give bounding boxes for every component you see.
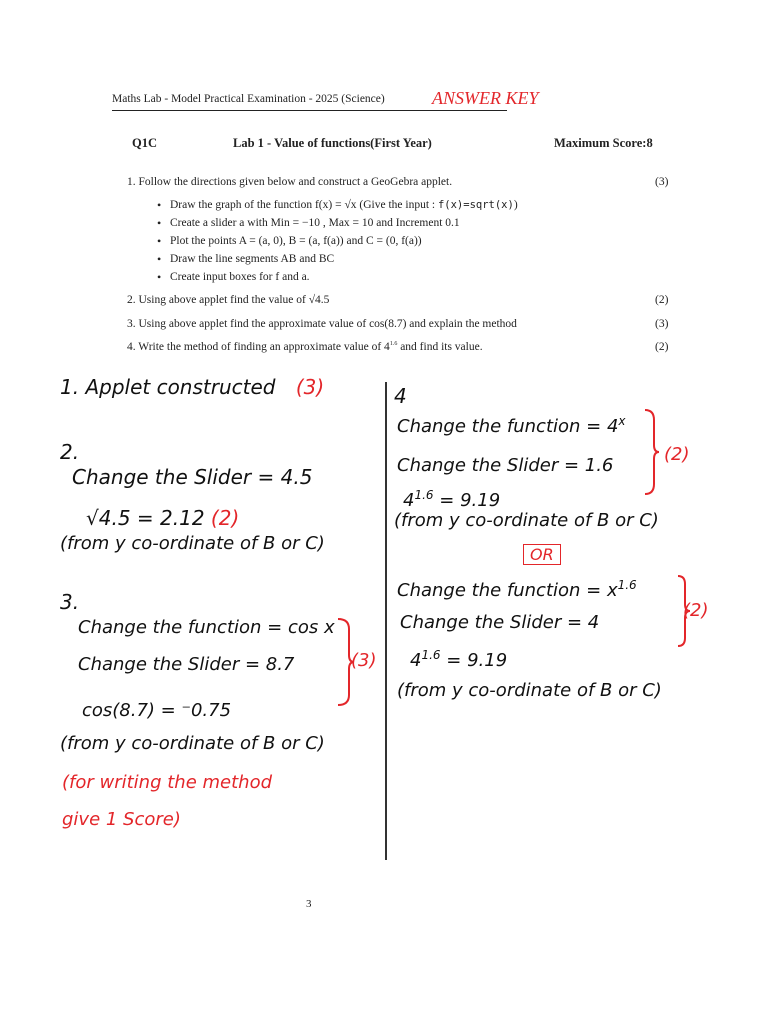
answer-3-line-1: Change the function = cos x	[78, 617, 335, 638]
answer-2-number: 2.	[60, 440, 80, 464]
instruction-item: • Plot the points A = (a, 0), B = (a, f(a)) and C = (0, f(a))	[155, 232, 655, 250]
answer-key-label: ANSWER KEY	[432, 88, 539, 108]
answer-2-line-1: Change the Slider = 4.5	[72, 465, 313, 489]
method-1-line-3: $4^{1.6} = 9.19$	[403, 488, 501, 511]
question-1-num: 1.	[127, 176, 136, 188]
instruction-item: • Create a slider a with Min = −10 , Max = 10 and Increment 0.1	[155, 214, 655, 232]
method-2-line-2: Change the Slider = 4	[400, 612, 600, 633]
column-divider	[385, 382, 387, 860]
method-2-line-1: Change the function = $x^{1.6}$	[397, 578, 637, 601]
method-1-mark: (2)	[664, 444, 690, 465]
answer-3-note-2: give 1 Score)	[62, 809, 181, 830]
question-4-mark: (2)	[655, 341, 669, 353]
answer-1: 1. Applet constructed (3)	[60, 375, 325, 399]
answer-3-number: 3.	[60, 590, 80, 614]
question-1	[127, 176, 452, 188]
exam-header: Maths Lab - Model Practical Examination - 2025 (Science)	[112, 93, 385, 105]
answer-3-mark: (3)	[351, 650, 377, 671]
answer-2-line-2: √4.5 = 2.12 (2)	[86, 506, 240, 530]
answer-3-note-1: (for writing the method	[62, 772, 273, 793]
lab-title: Lab 1 - Value of functions(First Year)	[233, 136, 432, 150]
question-1-text: Follow the directions given below and construct a GeoGebra applet.	[138, 176, 453, 188]
instruction-item: • Draw the graph of the function f(x) = √x (Give the input : f(x)=sqrt(x))	[155, 196, 655, 214]
answer-3-line-4: (from y co-ordinate of B or C)	[60, 733, 325, 754]
question-1-mark: (3)	[655, 176, 669, 188]
answer-3-line-3: cos(8.7) = ⁻0.75	[82, 700, 232, 721]
page-number: 3	[306, 898, 312, 910]
header-rule	[112, 110, 507, 111]
question-3: 3. Using above applet find the approximate value of cos(8.7) and explain the method	[127, 318, 517, 330]
question-2-mark: (2)	[655, 294, 669, 306]
question-2: 2. Using above applet find the value of √4.5	[127, 294, 330, 306]
method-2-mark: (2)	[683, 600, 709, 621]
method-1-brace	[642, 408, 662, 496]
method-2-line-4: (from y co-ordinate of B or C)	[397, 680, 662, 701]
answer-3-line-2: Change the Slider = 8.7	[78, 654, 295, 675]
instruction-list	[155, 196, 655, 286]
method-1-line-1: Change the function = $4^x$	[397, 414, 626, 437]
or-separator: OR	[523, 544, 561, 565]
instruction-item: • Draw the line segments AB and BC	[155, 250, 655, 268]
answer-4-number: 4	[394, 384, 407, 408]
max-score: Maximum Score:8	[554, 136, 653, 150]
method-2-line-3: $4^{1.6} = 9.19$	[410, 648, 508, 671]
method-1-line-4: (from y co-ordinate of B or C)	[394, 510, 659, 531]
method-1-line-2: Change the Slider = 1.6	[397, 455, 614, 476]
answer-2-line-3: (from y co-ordinate of B or C)	[60, 533, 325, 554]
instruction-item: • Create input boxes for f and a.	[155, 268, 655, 286]
question-3-mark: (3)	[655, 318, 669, 330]
question-id: Q1C	[132, 136, 157, 150]
question-4: 4. Write the method of finding an approximate value of $4^{1.6}$ and find its value.	[127, 341, 483, 353]
